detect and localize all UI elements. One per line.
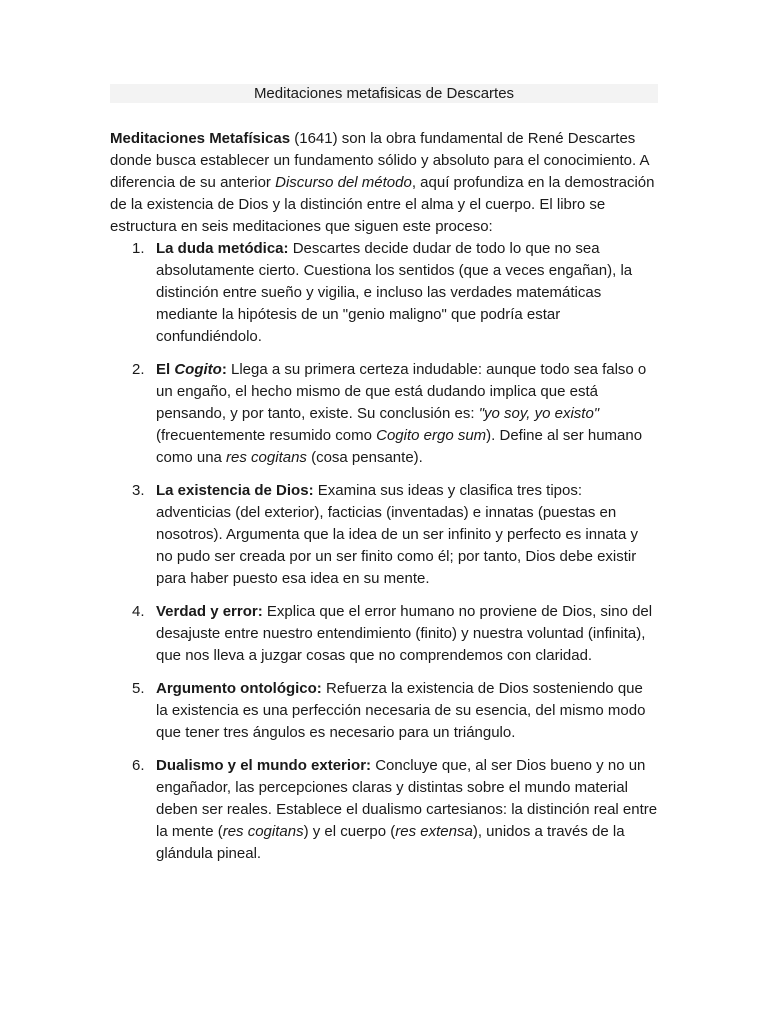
- list-item-italic: res cogitans: [222, 823, 304, 840]
- intro-paragraph: [110, 128, 658, 238]
- list-item-italic: "yo soy, yo existo": [478, 405, 600, 422]
- meditations-list: [110, 238, 658, 865]
- list-item-text: Refuerza la existencia de Dios sosteniendo que la existencia es una perfección necesaria de su esencia, del mismo modo que tener tres ángulos es necesario para un triángulo.: [156, 680, 646, 741]
- list-item-text: ), unidos a través de la glándula pineal.: [156, 823, 625, 862]
- list-item: [110, 601, 658, 667]
- list-item: [110, 678, 658, 744]
- list-item-number: 2.: [132, 361, 145, 378]
- list-item-heading: La duda metódica:: [156, 240, 289, 257]
- list-item-number: 6.: [132, 757, 145, 774]
- intro-italic-work: Discurso del método: [275, 174, 412, 191]
- document-title: Meditaciones metafisicas de Descartes: [110, 84, 658, 103]
- list-item-number: 3.: [132, 482, 145, 499]
- heading-part: :: [221, 361, 227, 378]
- list-item-text: Examina sus ideas y clasifica tres tipos: adventicias (del exterior), facticias (inventadas) e innatas (puestas en nosotros). Argumenta que la idea de un ser infinito y perfecto es innata y no pudo ser creada por un ser finito como él; por tanto, Dios debe existir para haber puesto esa idea en su mente.: [156, 482, 638, 587]
- intro-bold-title: Meditaciones Metafísicas: [110, 130, 291, 147]
- list-item-heading: Argumento ontológico:: [156, 680, 322, 697]
- intro-text-1: (1641) son la obra fundamental de René Descartes donde busca establecer un fundamento sólido y absoluto para el conocimiento. A diferencia de su anterior: [110, 130, 649, 191]
- list-item-text: Explica que el error humano no proviene de Dios, sino del desajuste entre nuestro entendimiento (finito) y nuestra voluntad (infinita), que nos lleva a juzgar cosas que no comprendemos con claridad.: [156, 603, 653, 664]
- list-item-heading: Verdad y error:: [156, 603, 263, 620]
- list-item-italic: res cogitans: [226, 449, 307, 466]
- list-item: [110, 755, 658, 865]
- list-item-italic: Cogito ergo sum: [376, 427, 487, 444]
- list-item-heading: La existencia de Dios:: [156, 482, 314, 499]
- intro-text-2: , aquí profundiza en la demostración de la existencia de Dios y la distinción entre el alma y el cuerpo. El libro se estructura en seis meditaciones que siguen este proceso:: [110, 174, 655, 235]
- heading-italic: Cogito: [174, 361, 222, 378]
- list-item-heading: [156, 361, 227, 378]
- list-item-number: 4.: [132, 603, 145, 620]
- list-item-italic: res extensa: [395, 823, 473, 840]
- list-item: [110, 238, 658, 348]
- document-page: [110, 84, 658, 865]
- heading-part: El: [156, 361, 175, 378]
- list-item-text: (frecuentemente resumido como: [156, 427, 377, 444]
- list-item-number: 1.: [132, 240, 145, 257]
- list-item: [110, 359, 658, 469]
- list-item-text: (cosa pensante).: [306, 449, 423, 466]
- list-item-text: ). Define al ser humano como una: [156, 427, 643, 466]
- list-item-text: Concluye que, al ser Dios bueno y no un engañador, las percepciones claras y distintas sobre el mundo material deben ser reales. Establece el dualismo cartesianos: la distinción real entre la mente (: [156, 757, 658, 840]
- list-item-heading: Dualismo y el mundo exterior:: [156, 757, 372, 774]
- list-item-number: 5.: [132, 680, 145, 697]
- list-item-text: Llega a su primera certeza indudable: aunque todo sea falso o un engaño, el hecho mismo de que está dudando implica que está pensando, y por tanto, existe. Su conclusión es:: [156, 361, 647, 422]
- list-item-text: Descartes decide dudar de todo lo que no sea absolutamente cierto. Cuestiona los sentidos (que a veces engañan), la distinción entre sueño y vigilia, e incluso las verdades matemáticas mediante la hipótesis de un "genio maligno" que podría estar confundiéndolo.: [156, 240, 633, 345]
- list-item: [110, 480, 658, 590]
- list-item-text: ) y el cuerpo (: [303, 823, 396, 840]
